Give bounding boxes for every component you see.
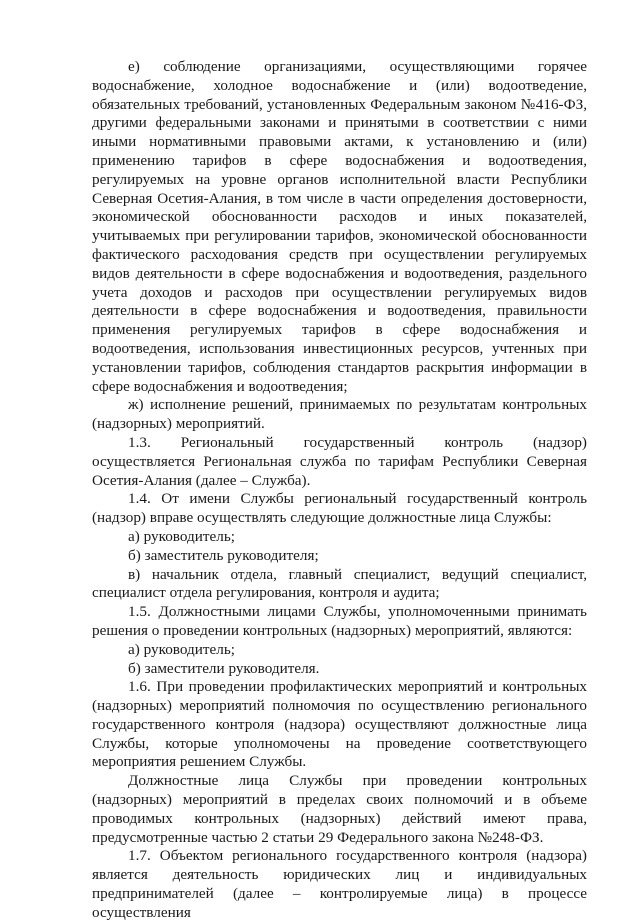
paragraph-1-6: 1.6. При проведении профилактических мероприятий и контрольных (надзорных) мероприятий полномочия по осуществлению регионального государственного контроля (надзора) осуществляют должностные лица Службы, которые уполномочены на проведение соответствующего мероприятия решением Службы. [92,678,587,771]
list-item-b-2: б) заместители руководителя. [128,659,320,677]
paragraph-1-3: 1.3. Региональный государственный контроль (надзор) осуществляется Региональная служба по тарифам Республики Северная Осетия-Алания (далее – Служба). [92,433,587,489]
list-item-a: а) руководитель; [128,527,235,545]
paragraph-item-e: е) соблюдение организациями, осуществляющими горячее водоснабжение, холодное водоснабжение и (или) водоотведение, обязательных требований, установленных Федеральным законом №416-ФЗ, другими федеральными законами и принятыми в соответствии с ними иными нормативными правовыми актами, к установлению и (или) применению тарифов в сфере водоснабжения и водоотведения, регулируемых на уровне органов исполнительной власти Республики Северная Осетия-Алания, в том числе в части определения достоверности, экономической обоснованности расходов и иных показателей, учитываемых при регулировании тарифов, экономической обоснованности фактического расходования средств при осуществлении регулируемых видов деятельности в сфере водоснабжения и водоотведения, раздельного учета доходов и расходов при осуществлении регулируемых видов деятельности в сфере водоснабжения и водоотведения, правильности применения регулируемых тарифов в сфере водоснабжения и водоотведения, использования инвестиционных ресурсов, учтенных при установлении тарифов, соблюдения стандартов раскрытия информации в сфере водоснабжения и водоотведения; [92,58,587,395]
paragraph-officials-rights: Должностные лица Службы при проведении контрольных (надзорных) мероприятий в пределах своих полномочий и в объеме проводимых контрольных (надзорных) действий имеют права, предусмотренные частью 2 статьи 29 Федерального закона №248-ФЗ. [92,772,587,846]
paragraph-item-zh: ж) исполнение решений, принимаемых по результатам контрольных (надзорных) мероприятий. [92,396,587,433]
paragraph-1-7: 1.7. Объектом регионального государственного контроля (надзора) является деятельность юридических лиц и индивидуальных предпринимателей (далее – контролируемые лица) в процессе осуществления [92,847,587,921]
list-item-a-2: а) руководитель; [128,640,235,658]
paragraph-1-4: 1.4. От имени Службы региональный государственный контроль (надзор) вправе осуществлять следующие должностные лица Службы: [92,490,587,527]
paragraph-1-5: 1.5. Должностными лицами Службы, уполномоченными принимать решения о проведении контрольных (надзорных) мероприятий, являются: [92,603,587,639]
list-item-v: в) начальник отдела, главный специалист, ведущий специалист, специалист отдела регулирования, контроля и аудита; [92,565,587,602]
list-item-b: б) заместитель руководителя; [128,546,319,564]
